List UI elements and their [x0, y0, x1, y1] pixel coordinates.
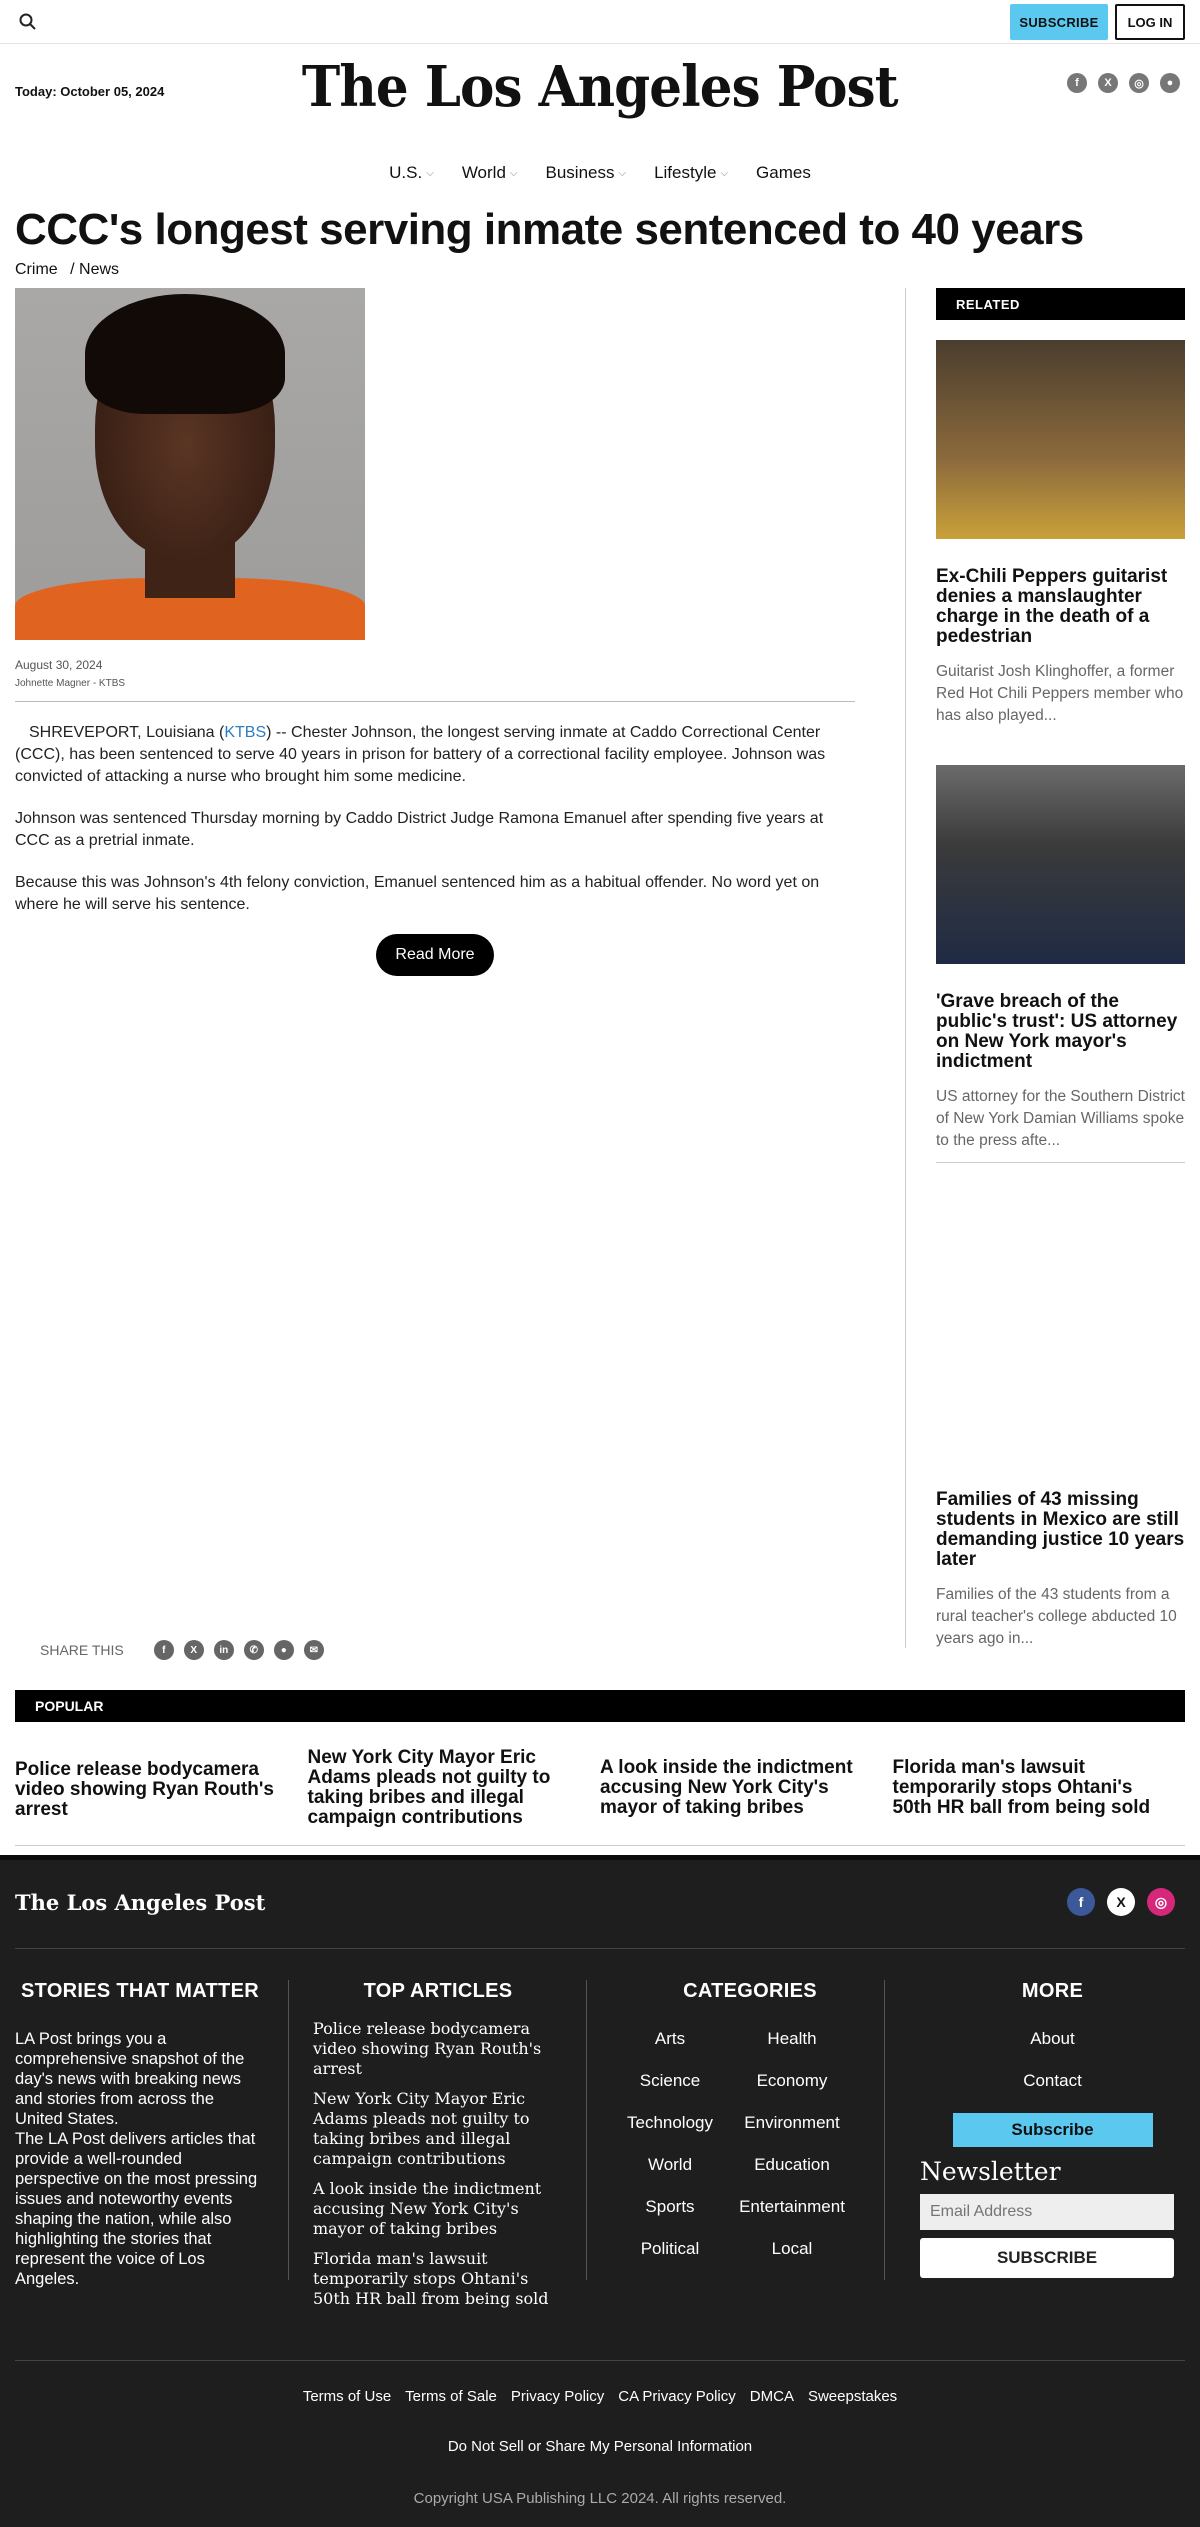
related-image[interactable]	[936, 1183, 1185, 1462]
stories-column	[15, 1980, 265, 2289]
photo-date: August 30, 2024	[15, 658, 103, 672]
footer-link[interactable]: Terms of Use	[302, 2388, 392, 2405]
subscribe-button[interactable]: SUBSCRIBE	[1010, 4, 1108, 40]
share-bar	[40, 1640, 324, 1660]
footer	[0, 1855, 1200, 2527]
footer-link[interactable]: DMCA	[749, 2388, 794, 2405]
footer-link[interactable]: CA Privacy Policy	[618, 2388, 736, 2405]
newsletter-subscribe-button[interactable]: SUBSCRIBE	[920, 2238, 1174, 2278]
top-article-link[interactable]: A look inside the indictment accusing New York City's mayor of taking bribes	[313, 2179, 542, 2238]
user-icon[interactable]: ●	[1160, 73, 1180, 93]
category-link[interactable]: Technology	[626, 2113, 713, 2132]
popular-list	[15, 1748, 1185, 1828]
category-link[interactable]: Education	[754, 2155, 830, 2174]
do-not-sell-link[interactable]: Do Not Sell or Share My Personal Information	[447, 2438, 753, 2455]
chevron-down-icon: ⌵	[509, 167, 518, 179]
whatsapp-icon[interactable]: ✆	[244, 1640, 264, 1660]
footer-link[interactable]: Sweepstakes	[807, 2388, 898, 2405]
x-icon[interactable]: X	[184, 1640, 204, 1660]
top-articles-heading: TOP ARTICLES	[363, 1980, 513, 2002]
breadcrumb	[15, 258, 1185, 288]
footer-link[interactable]: Privacy Policy	[510, 2388, 605, 2405]
more-column	[920, 1980, 1185, 2278]
category-link[interactable]: Sports	[645, 2197, 695, 2216]
category-link[interactable]: World	[647, 2155, 693, 2174]
chevron-down-icon: ⌵	[426, 167, 434, 179]
category-link[interactable]: Political	[640, 2239, 700, 2258]
ktbs-link[interactable]: KTBS	[224, 724, 267, 741]
facebook-icon[interactable]: f	[1067, 73, 1087, 93]
related-summary: US attorney for the Southern District of New York Damian Williams spoke to the press afte...	[936, 1088, 1185, 1149]
masthead	[0, 44, 1200, 144]
nav-business[interactable]: Business ⌵	[545, 163, 627, 182]
login-button[interactable]: LOG IN	[1115, 4, 1185, 40]
linkedin-icon[interactable]: in	[214, 1640, 234, 1660]
popular-item[interactable]: A look inside the indictment accusing New York City's mayor of taking bribes	[600, 1757, 853, 1818]
category-link[interactable]: Arts	[654, 2029, 686, 2048]
popular-item[interactable]: Police release bodycamera video showing Ryan Routh's arrest	[15, 1759, 274, 1820]
main-nav	[0, 144, 1200, 202]
header-social-links	[1067, 73, 1180, 93]
nav-games[interactable]: Games	[756, 163, 811, 182]
reddit-icon[interactable]: ●	[274, 1640, 294, 1660]
x-icon[interactable]: X	[1098, 73, 1118, 93]
facebook-icon[interactable]: f	[1067, 1888, 1095, 1916]
category-link[interactable]: Environment	[744, 2113, 840, 2132]
share-label: SHARE THIS	[40, 1642, 124, 1658]
contact-link[interactable]: Contact	[1023, 2071, 1082, 2090]
footer-logo[interactable]: The Los Angeles Post	[15, 1890, 266, 1915]
related-sidebar	[936, 288, 1185, 1650]
footer-social-links	[1067, 1888, 1175, 1916]
popular-item[interactable]: Florida man's lawsuit temporarily stops Ohtani's 50th HR ball from being sold	[892, 1757, 1151, 1818]
read-more-button[interactable]: Read More	[376, 934, 494, 976]
nav-world[interactable]: World ⌵	[461, 163, 518, 182]
nav-lifestyle[interactable]: Lifestyle ⌵	[654, 163, 729, 182]
top-articles-column	[313, 1980, 563, 2309]
search-icon	[19, 13, 37, 31]
top-bar	[0, 0, 1200, 44]
article-body	[15, 722, 855, 916]
article-photo	[15, 288, 365, 640]
newsletter-title: Newsletter	[920, 2157, 1061, 2186]
x-icon[interactable]: X	[1107, 1888, 1135, 1916]
article-headline: CCC's longest serving inmate sentenced to 40 years	[15, 205, 1084, 254]
crumb-news[interactable]: / News	[70, 261, 120, 278]
facebook-icon[interactable]: f	[154, 1640, 174, 1660]
related-summary: Guitarist Josh Klinghoffer, a former Red Hot Chili Peppers member who has also played...	[936, 663, 1184, 724]
popular-heading: POPULAR	[15, 1690, 1185, 1722]
stories-text: LA Post brings you a comprehensive snapshot of the day's news with breaking news and stories from across the United States. The LA Post delivers articles that provide a well-rounded perspective on the most pressing issues and noteworthy events shaping the nation, while also highlighting the stories that represent the voice of Los Angeles.	[15, 2030, 258, 2288]
category-link[interactable]: Health	[767, 2029, 817, 2048]
chevron-down-icon: ⌵	[618, 167, 627, 179]
popular-item[interactable]: New York City Mayor Eric Adams pleads not guilty to taking bribes and illegal campaign contributions	[307, 1747, 551, 1828]
category-link[interactable]: Local	[771, 2239, 813, 2258]
related-title[interactable]: Ex-Chili Peppers guitarist denies a manslaughter charge in the death of a pedestrian	[936, 566, 1168, 647]
chevron-down-icon: ⌵	[720, 167, 729, 179]
related-image[interactable]	[936, 340, 1185, 539]
category-link[interactable]: Entertainment	[739, 2197, 845, 2216]
instagram-icon[interactable]: ◎	[1129, 73, 1149, 93]
about-link[interactable]: About	[1030, 2029, 1075, 2048]
category-link[interactable]: Economy	[756, 2071, 828, 2090]
copyright: Copyright USA Publishing LLC 2024. All rights reserved.	[413, 2490, 787, 2507]
today-date: Today: October 05, 2024	[15, 84, 165, 99]
footer-links	[0, 2388, 1200, 2405]
email-icon[interactable]: ✉	[304, 1640, 324, 1660]
top-article-link[interactable]: New York City Mayor Eric Adams pleads not guilty to taking bribes and illegal campaign contributions	[313, 2089, 530, 2168]
related-title[interactable]: 'Grave breach of the public's trust': US attorney on New York mayor's indictment	[936, 991, 1178, 1072]
email-field[interactable]	[920, 2194, 1174, 2230]
nav-us[interactable]: U.S. ⌵	[389, 163, 434, 182]
related-image[interactable]	[936, 765, 1185, 964]
search-button[interactable]	[14, 8, 42, 36]
photo-credit: Johnette Magner - KTBS	[15, 678, 126, 689]
article-paragraph: SHREVEPORT, Louisiana (KTBS) -- Chester Johnson, the longest serving inmate at Caddo Correctional Center (CCC), has been sentenced to serve 40 years in prison for battery of a correctional facility employee. Johnson was convicted of attacking a nurse who brought him some medicine.	[15, 724, 826, 785]
footer-link[interactable]: Terms of Sale	[405, 2388, 497, 2405]
related-title[interactable]: Families of 43 missing students in Mexico are still demanding justice 10 years later	[936, 1489, 1185, 1570]
site-logo[interactable]: The Los Angeles Post	[302, 54, 898, 120]
top-article-link[interactable]: Police release bodycamera video showing Ryan Routh's arrest	[313, 2019, 542, 2078]
category-link[interactable]: Science	[639, 2071, 701, 2090]
main-content	[0, 288, 1200, 1648]
footer-columns	[15, 1980, 1185, 2308]
categories-heading: CATEGORIES	[683, 1980, 817, 2002]
top-article-link[interactable]: Florida man's lawsuit temporarily stops Ohtani's 50th HR ball from being sold	[313, 2249, 549, 2308]
article-paragraph: Because this was Johnson's 4th felony conviction, Emanuel sentenced him as a habitual offender. No word yet on where he will serve his sentence.	[15, 874, 820, 913]
related-heading: RELATED	[936, 288, 1185, 320]
instagram-icon[interactable]: ◎	[1147, 1888, 1175, 1916]
stories-heading: STORIES THAT MATTER	[21, 1980, 259, 2002]
article-paragraph: Johnson was sentenced Thursday morning by Caddo District Judge Ramona Emanuel after spending five years at CCC as a pretrial inmate.	[15, 810, 824, 849]
article-column	[15, 288, 855, 976]
more-heading: MORE	[1021, 1980, 1084, 2002]
categories-column	[615, 1980, 885, 2259]
footer-subscribe-button[interactable]: Subscribe	[953, 2113, 1153, 2147]
related-summary: Families of the 43 students from a rural teacher's college abducted 10 years ago in...	[936, 1586, 1177, 1647]
crumb-crime[interactable]: Crime	[15, 261, 58, 278]
